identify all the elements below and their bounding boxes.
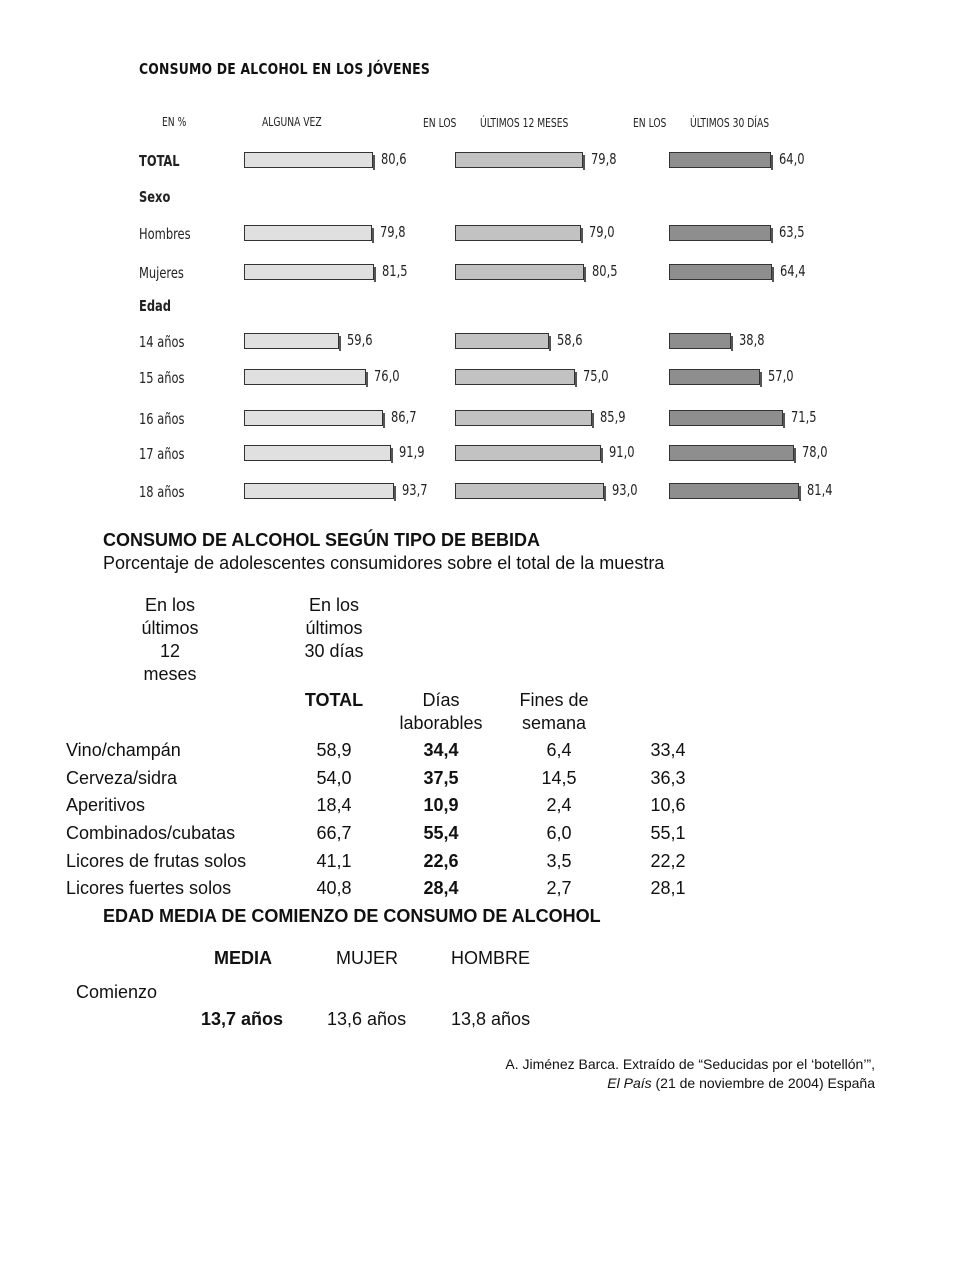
header-dias-laborables xyxy=(391,689,491,735)
table-row-label: Vino/champán xyxy=(66,740,181,760)
header-fines-line: semana xyxy=(521,713,587,733)
table-cell-fines: 22,2 xyxy=(650,851,686,871)
category-label-total: TOTAL xyxy=(139,152,180,170)
bar-label-en-los-ltimos-30-d-as-18-a-os: 81,4 xyxy=(807,481,833,499)
bar-en-los-ltimos-30-d-as-mujeres xyxy=(669,264,772,280)
bar-label-alguna-vez-17-a-os: 91,9 xyxy=(399,443,425,461)
age-start-title: EDAD MEDIA DE COMIENZO DE CONSUMO DE ALCOHOL xyxy=(103,906,601,926)
header-dias-line: laborables xyxy=(399,713,483,733)
table-row-label: Combinados/cubatas xyxy=(66,823,236,843)
table-row-label: Licores fuertes solos xyxy=(66,878,232,898)
table-cell-v12: 18,4 xyxy=(316,795,352,815)
bar-label-en-los-ltimos-12-meses-15-a-os: 75,0 xyxy=(583,367,609,385)
table-cell-dias: 6,0 xyxy=(546,823,572,843)
bar-en-los-ltimos-30-d-as-15-a-os xyxy=(669,369,760,385)
citation-date: (21 de noviembre de 2004) España xyxy=(651,1075,875,1091)
table-row-label: Cerveza/sidra xyxy=(66,768,178,788)
category-label-18: 18 años xyxy=(139,483,185,501)
bar-label-en-los-ltimos-30-d-as-15-a-os: 57,0 xyxy=(768,367,794,385)
header-fines-semana xyxy=(504,689,604,735)
bar-en-los-ltimos-30-d-as-18-a-os xyxy=(669,483,799,499)
bar-label-en-los-ltimos-30-d-as-16-a-os: 71,5 xyxy=(791,408,817,426)
header-30-line: 30 días xyxy=(304,641,364,661)
table-cell-total: 22,6 xyxy=(423,851,459,871)
table-cell-dias: 6,4 xyxy=(546,740,572,760)
header-12-line: 12 xyxy=(159,641,181,661)
group-label-edad: Edad xyxy=(139,297,172,315)
bar-label-alguna-vez-14-a-os: 59,6 xyxy=(347,331,373,349)
bar-label-en-los-ltimos-12-meses-hombres: 79,0 xyxy=(589,223,615,241)
bar-label-alguna-vez-total: 80,6 xyxy=(380,150,407,168)
table-cell-total: 37,5 xyxy=(423,768,459,788)
header-fines-line: Fines de xyxy=(519,690,589,710)
bar-en-los-ltimos-12-meses-mujeres xyxy=(455,264,584,280)
bar-alguna-vez-14-a-os xyxy=(244,333,339,349)
table-cell-total: 10,9 xyxy=(423,795,459,815)
value-mujer: 13,6 años xyxy=(327,1009,407,1029)
header-30-line: En los xyxy=(308,595,360,615)
bar-en-los-ltimos-30-d-as-16-a-os xyxy=(669,410,783,426)
citation-line-2 xyxy=(607,1075,875,1091)
bar-label-en-los-ltimos-12-meses-mujeres: 80,5 xyxy=(591,262,618,280)
series-header-30-dias: ÚLTIMOS 30 DÍAS xyxy=(690,116,770,130)
bar-en-los-ltimos-12-meses-15-a-os xyxy=(455,369,575,385)
category-label-15: 15 años xyxy=(139,369,185,387)
bar-label-alguna-vez-16-a-os: 86,7 xyxy=(390,408,417,426)
category-label-14: 14 años xyxy=(139,333,185,351)
bar-label-en-los-ltimos-12-meses-18-a-os: 93,0 xyxy=(611,481,638,499)
table-cell-dias: 3,5 xyxy=(546,851,572,871)
header-dias-line: Días xyxy=(422,690,460,710)
table-cell-fines: 10,6 xyxy=(650,795,686,815)
table-cell-v12: 58,9 xyxy=(316,740,352,760)
category-label-hombres: Hombres xyxy=(139,225,191,243)
table-cell-v12: 54,0 xyxy=(316,768,352,788)
value-hombre: 13,8 años xyxy=(451,1009,531,1029)
value-media: 13,7 años xyxy=(201,1009,284,1029)
citation-source: El País xyxy=(607,1075,652,1091)
category-label-mujeres: Mujeres xyxy=(139,264,184,282)
header-12-line: últimos xyxy=(141,618,199,638)
table-cell-fines: 33,4 xyxy=(650,740,686,760)
bar-en-los-ltimos-30-d-as-17-a-os xyxy=(669,445,794,461)
bar-alguna-vez-hombres xyxy=(244,225,372,241)
bar-alguna-vez-17-a-os xyxy=(244,445,391,461)
bar-alguna-vez-15-a-os xyxy=(244,369,366,385)
bar-label-en-los-ltimos-12-meses-14-a-os: 58,6 xyxy=(556,331,583,349)
bar-label-alguna-vez-18-a-os: 93,7 xyxy=(401,481,428,499)
bar-en-los-ltimos-30-d-as-14-a-os xyxy=(669,333,731,349)
header-12-meses xyxy=(130,594,210,686)
beverage-subtitle: Porcentaje de adolescentes consumidores sobre el total de la muestra xyxy=(103,553,665,573)
bar-label-en-los-ltimos-12-meses-17-a-os: 91,0 xyxy=(608,443,635,461)
table-cell-fines: 36,3 xyxy=(650,768,686,788)
unit-label: EN % xyxy=(162,115,187,129)
table-cell-dias: 2,7 xyxy=(546,878,572,898)
citation-line-1: A. Jiménez Barca. Extraído de “Seducidas por el ‘botellón’”, xyxy=(505,1056,875,1072)
bar-en-los-ltimos-30-d-as-hombres xyxy=(669,225,771,241)
header-media: MEDIA xyxy=(214,948,272,968)
bar-en-los-ltimos-12-meses-18-a-os xyxy=(455,483,604,499)
table-cell-total: 55,4 xyxy=(423,823,459,843)
table-row-label: Aperitivos xyxy=(66,795,146,815)
table-cell-total: 34,4 xyxy=(423,740,459,760)
bar-alguna-vez-18-a-os xyxy=(244,483,394,499)
bar-label-en-los-ltimos-12-meses-total: 79,8 xyxy=(590,150,617,168)
table-cell-fines: 55,1 xyxy=(650,823,686,843)
bar-en-los-ltimos-12-meses-total xyxy=(455,152,583,168)
header-12-line: meses xyxy=(143,664,197,684)
table-cell-v12: 40,8 xyxy=(316,878,352,898)
bar-label-alguna-vez-hombres: 79,8 xyxy=(379,223,406,241)
bar-label-en-los-ltimos-30-d-as-hombres: 63,5 xyxy=(778,223,805,241)
bar-label-en-los-ltimos-30-d-as-17-a-os: 78,0 xyxy=(801,443,828,461)
bar-label-en-los-ltimos-30-d-as-mujeres: 64,4 xyxy=(780,262,806,280)
series-header-12-prefix: EN LOS xyxy=(423,116,457,130)
chart-title: CONSUMO DE ALCOHOL EN LOS JÓVENES xyxy=(139,60,430,78)
bar-en-los-ltimos-12-meses-16-a-os xyxy=(455,410,592,426)
table-cell-v12: 66,7 xyxy=(316,823,352,843)
series-header-30-prefix: EN LOS xyxy=(633,116,667,130)
header-30-line: últimos xyxy=(305,618,363,638)
bar-en-los-ltimos-12-meses-14-a-os xyxy=(455,333,549,349)
bar-en-los-ltimos-12-meses-17-a-os xyxy=(455,445,601,461)
table-cell-dias: 14,5 xyxy=(541,768,577,788)
bar-alguna-vez-mujeres xyxy=(244,264,374,280)
bar-alguna-vez-16-a-os xyxy=(244,410,383,426)
bar-en-los-ltimos-12-meses-hombres xyxy=(455,225,581,241)
bar-label-alguna-vez-15-a-os: 76,0 xyxy=(373,367,400,385)
header-30-dias xyxy=(294,594,374,663)
beverage-title: CONSUMO DE ALCOHOL SEGÚN TIPO DE BEBIDA xyxy=(103,530,541,550)
row-label-comienzo: Comienzo xyxy=(76,982,158,1002)
bar-label-en-los-ltimos-30-d-as-14-a-os: 38,8 xyxy=(739,331,765,349)
header-mujer: MUJER xyxy=(336,948,398,968)
bar-label-alguna-vez-mujeres: 81,5 xyxy=(382,262,408,280)
bar-en-los-ltimos-30-d-as-total xyxy=(669,152,771,168)
header-hombre: HOMBRE xyxy=(451,948,531,968)
group-label-sexo: Sexo xyxy=(139,188,171,206)
table-cell-total: 28,4 xyxy=(423,878,459,898)
bar-alguna-vez-total xyxy=(244,152,373,168)
table-cell-fines: 28,1 xyxy=(650,878,686,898)
table-cell-v12: 41,1 xyxy=(316,851,352,871)
category-label-17: 17 años xyxy=(139,445,185,463)
table-row-label: Licores de frutas solos xyxy=(66,851,247,871)
header-total: TOTAL xyxy=(304,690,364,710)
table-cell-dias: 2,4 xyxy=(546,795,572,815)
series-header-alguna-vez: ALGUNA VEZ xyxy=(262,115,322,129)
category-label-16: 16 años xyxy=(139,410,185,428)
header-12-line: En los xyxy=(144,595,196,615)
bar-label-en-los-ltimos-12-meses-16-a-os: 85,9 xyxy=(600,408,626,426)
bar-label-en-los-ltimos-30-d-as-total: 64,0 xyxy=(779,150,805,168)
series-header-12-meses: ÚLTIMOS 12 MESES xyxy=(480,116,569,130)
